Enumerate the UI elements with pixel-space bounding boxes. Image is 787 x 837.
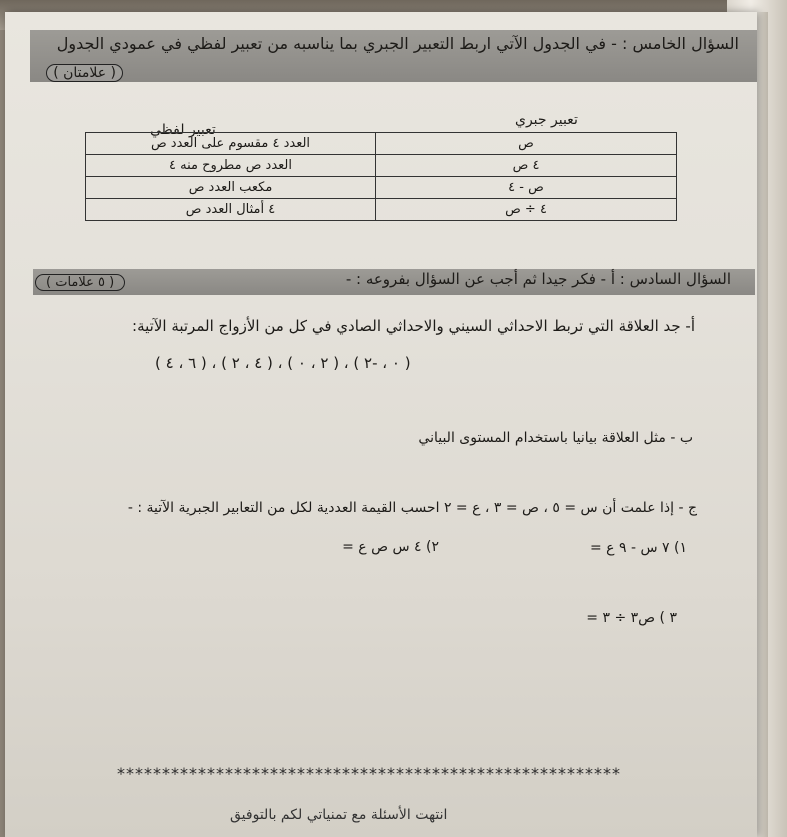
exam-sheet bbox=[5, 12, 757, 837]
star-divider: ******************************************************** bbox=[117, 764, 621, 783]
verbal-cell: ٤ أمثال العدد ص bbox=[86, 199, 376, 221]
algebraic-cell: ٤ ÷ ص bbox=[376, 199, 677, 221]
header-verbal: تعبير لفظي bbox=[150, 122, 216, 138]
table-row bbox=[86, 133, 677, 155]
verbal-cell: العدد ص مطروح منه ٤ bbox=[86, 155, 376, 177]
question6-points: ( ٥ علامات ) bbox=[35, 274, 125, 291]
matching-table bbox=[85, 132, 677, 221]
question5-title: السؤال الخامس : - في الجدول الآتي اربط التعبير الجبري بما يناسبه من تعبير لفظي في عمودي الجدول bbox=[56, 34, 739, 53]
question5-points: ( علامتان ) bbox=[46, 64, 123, 82]
question6-title: السؤال السادس : أ - فكر جيدا ثم أجب عن السؤال بفروعه : - bbox=[345, 270, 731, 288]
expression-1: ١) ٧ س - ٩ ع = bbox=[590, 540, 687, 556]
closing-signature: انتهت الأسئلة مع تمنياتي لكم بالتوفيق bbox=[230, 807, 448, 823]
table-row bbox=[86, 177, 677, 199]
header-algebraic: تعبير جبري bbox=[515, 112, 578, 128]
ordered-pairs: ( ٦ ، ٤ ) ، ( ٤ ، ٢ ) ، ( ٢ ، ٠ ) ، ( ٠ ، -٢ ) bbox=[155, 354, 411, 372]
table-row bbox=[86, 155, 677, 177]
part-c-text: ج - إذا علمت أن س = ٥ ، ص = ٣ ، ع = ٢ احسب القيمة العددية لكل من التعابير الجبرية الآتية : - bbox=[127, 500, 697, 516]
part-a-text: أ- جد العلاقة التي تربط الاحداثي السيني والاحداثي الصادي في كل من الأزواج المرتبة الآتية: bbox=[132, 317, 695, 335]
algebraic-cell: ص bbox=[376, 133, 677, 155]
expression-3: ٣ ) ص٣ ÷ ٣ = bbox=[586, 610, 677, 626]
algebraic-cell: ٤ ص bbox=[376, 155, 677, 177]
part-b-text: ب - مثل العلاقة بيانيا باستخدام المستوى البياني bbox=[418, 430, 693, 446]
verbal-cell: العدد ٤ مقسوم على العدد ص bbox=[86, 133, 376, 155]
table-row bbox=[86, 199, 677, 221]
verbal-cell: مكعب العدد ص bbox=[86, 177, 376, 199]
expression-2: ٢) ٤ س ص ع = bbox=[342, 539, 439, 555]
algebraic-cell: ص - ٤ bbox=[376, 177, 677, 199]
